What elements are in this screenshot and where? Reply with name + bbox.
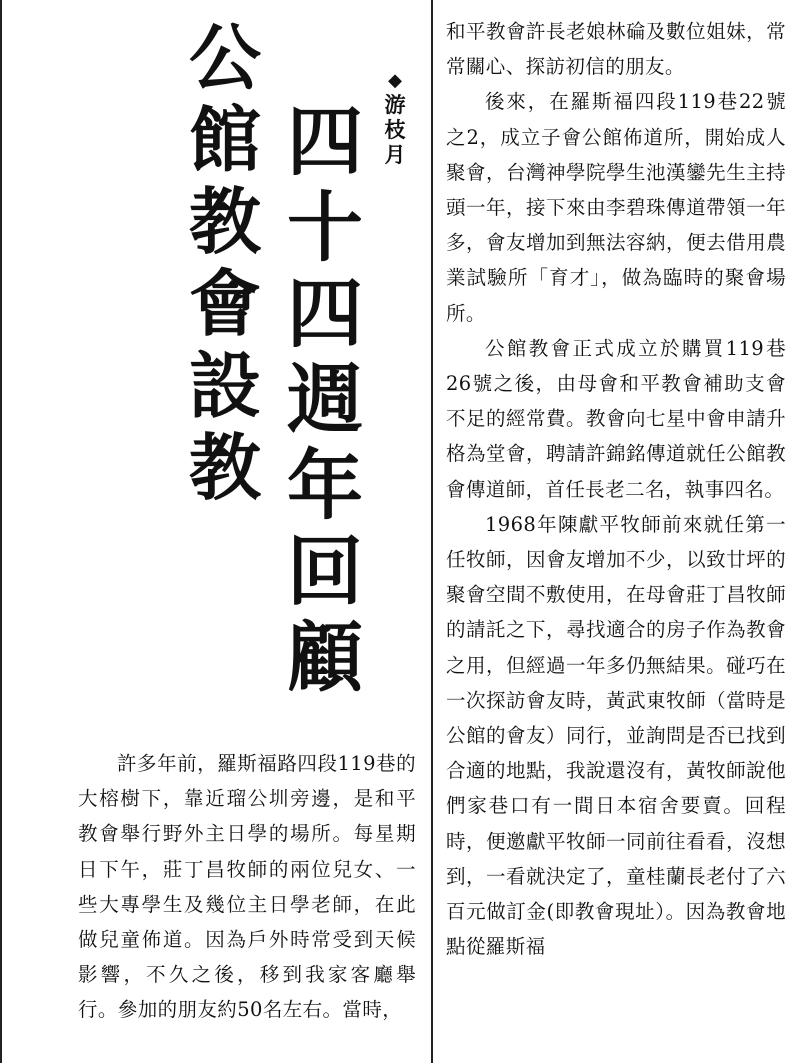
title-char: 公 [188, 15, 261, 100]
right-continuation-paragraph: 和平教會許長老娘林碖及數位姐妹，常常關心、探訪初信的朋友。 [446, 20, 786, 79]
left-paragraph-1: 許多年前，羅斯福路四段119巷的大榕樹下，靠近瑠公圳旁邊，是和平教會舉行野外主日學的場所。每星期日下午，莊丁昌牧師的兩位兒女、一些大專學生及幾位主日學老師，在此做兒童佈道。因為戶外時常受到天候影響，不久之後，移到我家客廳舉行。參加的朋友約50名左右。當時， [78, 752, 416, 1022]
author-char: 游 [384, 92, 406, 117]
author-marker-icon: ◆ [388, 70, 402, 91]
author-char: 月 [384, 142, 406, 167]
article-title [170, 15, 280, 514]
right-paragraph-2: 公館教會正式成立於購買119巷26號之後，由母會和平教會補助支會不足的經常費。教會向七星中會申請升格為堂會，聘請許錦銘傳道就任公館教會傳道師，首任長老二名，執事四名。 [446, 336, 786, 501]
right-paragraph-3: 1968年陳獻平牧師前來就任第一任牧師，因會友增加不少，以致廿坪的聚會空間不敷使用，在母會莊丁昌牧師的請託之下，尋找適合的房子作為教會之用，但經過一年多仍無結果。碰巧在一次探訪會友時，黃武東牧師（當時是公館的會友）同行，並詢問是否已找到合適的地點，我說還沒有，黃牧師說他們家巷口有一間日本宿舍要賣。回程時，便邀獻平牧師一同前往看看，沒想到，一看就決定了，童桂蘭長老付了六百元做訂金(即教會現址）。因為教會地點從羅斯福 [446, 512, 786, 959]
subtitle-char: 回 [287, 527, 363, 616]
column-divider [431, 0, 433, 1063]
title-char: 教 [188, 425, 261, 510]
left-border-rule [0, 0, 2, 1063]
subtitle-char: 四 [287, 269, 363, 358]
subtitle-char: 週 [287, 355, 363, 444]
title-char: 會 [188, 261, 261, 346]
article-subtitle [270, 97, 380, 706]
title-char: 教 [188, 179, 261, 264]
right-paragraph-1: 後來，在羅斯福四段119巷22號之2，成立子會公館佈道所，開始成人聚會，台灣神學院學生池漢鑾先生主持頭一年，接下來由李碧珠傳道帶領一年多，會友增加到無法容納，便去借用農業試驗所「育才」，做為臨時的聚會場所。 [446, 90, 786, 325]
title-char: 設 [188, 343, 261, 428]
left-text-column [78, 746, 416, 1028]
subtitle-char: 四 [287, 97, 363, 186]
author-char: 枝 [384, 117, 406, 142]
right-text-column [446, 14, 786, 964]
title-block [150, 12, 420, 712]
author-byline [380, 72, 410, 169]
subtitle-char: 顧 [287, 613, 363, 702]
subtitle-char: 十 [287, 183, 363, 272]
subtitle-char: 年 [287, 441, 363, 530]
title-char: 館 [188, 97, 261, 182]
